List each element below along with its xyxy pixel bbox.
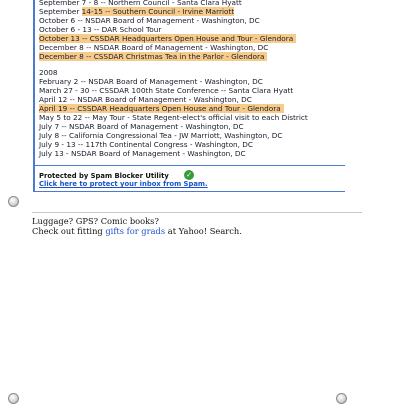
event-text: September — [39, 7, 82, 16]
footer-text: Check out fitting — [32, 226, 106, 236]
event-line: December 8 -- NSDAR Board of Management - Washington, DC — [39, 43, 269, 52]
highlighted-event-text: December 8 -- CSSDAR Christmas Tea in the Parlor - Glendora — [39, 52, 267, 61]
event-line: March 27 - 30 -- CSSDAR 100th State Conference -- Santa Clara Hyatt — [39, 86, 294, 95]
event-line: May 5 to 22 -- May Tour - State Regent-elect's official visit to each District — [39, 113, 308, 122]
event-line: July 13 - NSDAR Board of Management - Washington, DC — [39, 149, 246, 158]
event-line: September 7 - 8 -- Northern Council - Santa Clara Hyatt — [39, 0, 242, 7]
event-line: July 9 - 13 -- 117th Continental Congress - Washington, DC — [39, 140, 254, 149]
event-line — [39, 104, 284, 113]
footer-line: Luggage? GPS? Comic books? — [32, 216, 159, 226]
event-line — [39, 34, 296, 43]
divider — [35, 165, 345, 166]
separator — [32, 212, 362, 213]
highlighted-event-text: April 19 -- CSSDAR Headquarters Open House and Tour - Glendora — [39, 104, 284, 113]
highlighted-event-text: October 13 -- CSSDAR Headquarters Open House and Tour - Glendora — [39, 34, 296, 43]
footer-text: at Yahoo! Search. — [165, 226, 242, 236]
event-line: July 8 -- California Congressional Tea - JW Marriott, Washington, DC — [39, 131, 283, 140]
event-line — [39, 52, 267, 61]
select-radio[interactable] — [8, 393, 19, 404]
spam-blocker-link[interactable]: Click here to protect your inbox from Spam. — [39, 180, 208, 188]
event-line: February 2 -- NSDAR Board of Management - Washington, DC — [39, 77, 263, 86]
select-radio[interactable] — [8, 196, 19, 207]
checkmark-icon: ✓ — [184, 170, 194, 180]
event-line: October 6 -- NSDAR Board of Management - Washington, DC — [39, 16, 260, 25]
gifts-for-grads-link[interactable]: gifts for grads — [105, 226, 166, 236]
event-line: April 12 -- NSDAR Board of Management - Washington, DC — [39, 95, 252, 104]
event-line: July 7 -- NSDAR Board of Management - Washington, DC — [39, 122, 244, 131]
year-heading: 2008 — [39, 68, 58, 77]
spam-blocker-title: Protected by Spam Blocker Utility — [39, 172, 169, 180]
quoted-message-panel — [33, 0, 345, 192]
highlighted-event-text: 14-15 -- Southern Council - Irvine Marriott — [81, 7, 235, 16]
footer-line — [32, 226, 242, 236]
event-line: October 6 - 13 -- DAR School Tour — [39, 25, 162, 34]
event-line — [39, 7, 234, 16]
select-radio[interactable] — [336, 393, 347, 404]
